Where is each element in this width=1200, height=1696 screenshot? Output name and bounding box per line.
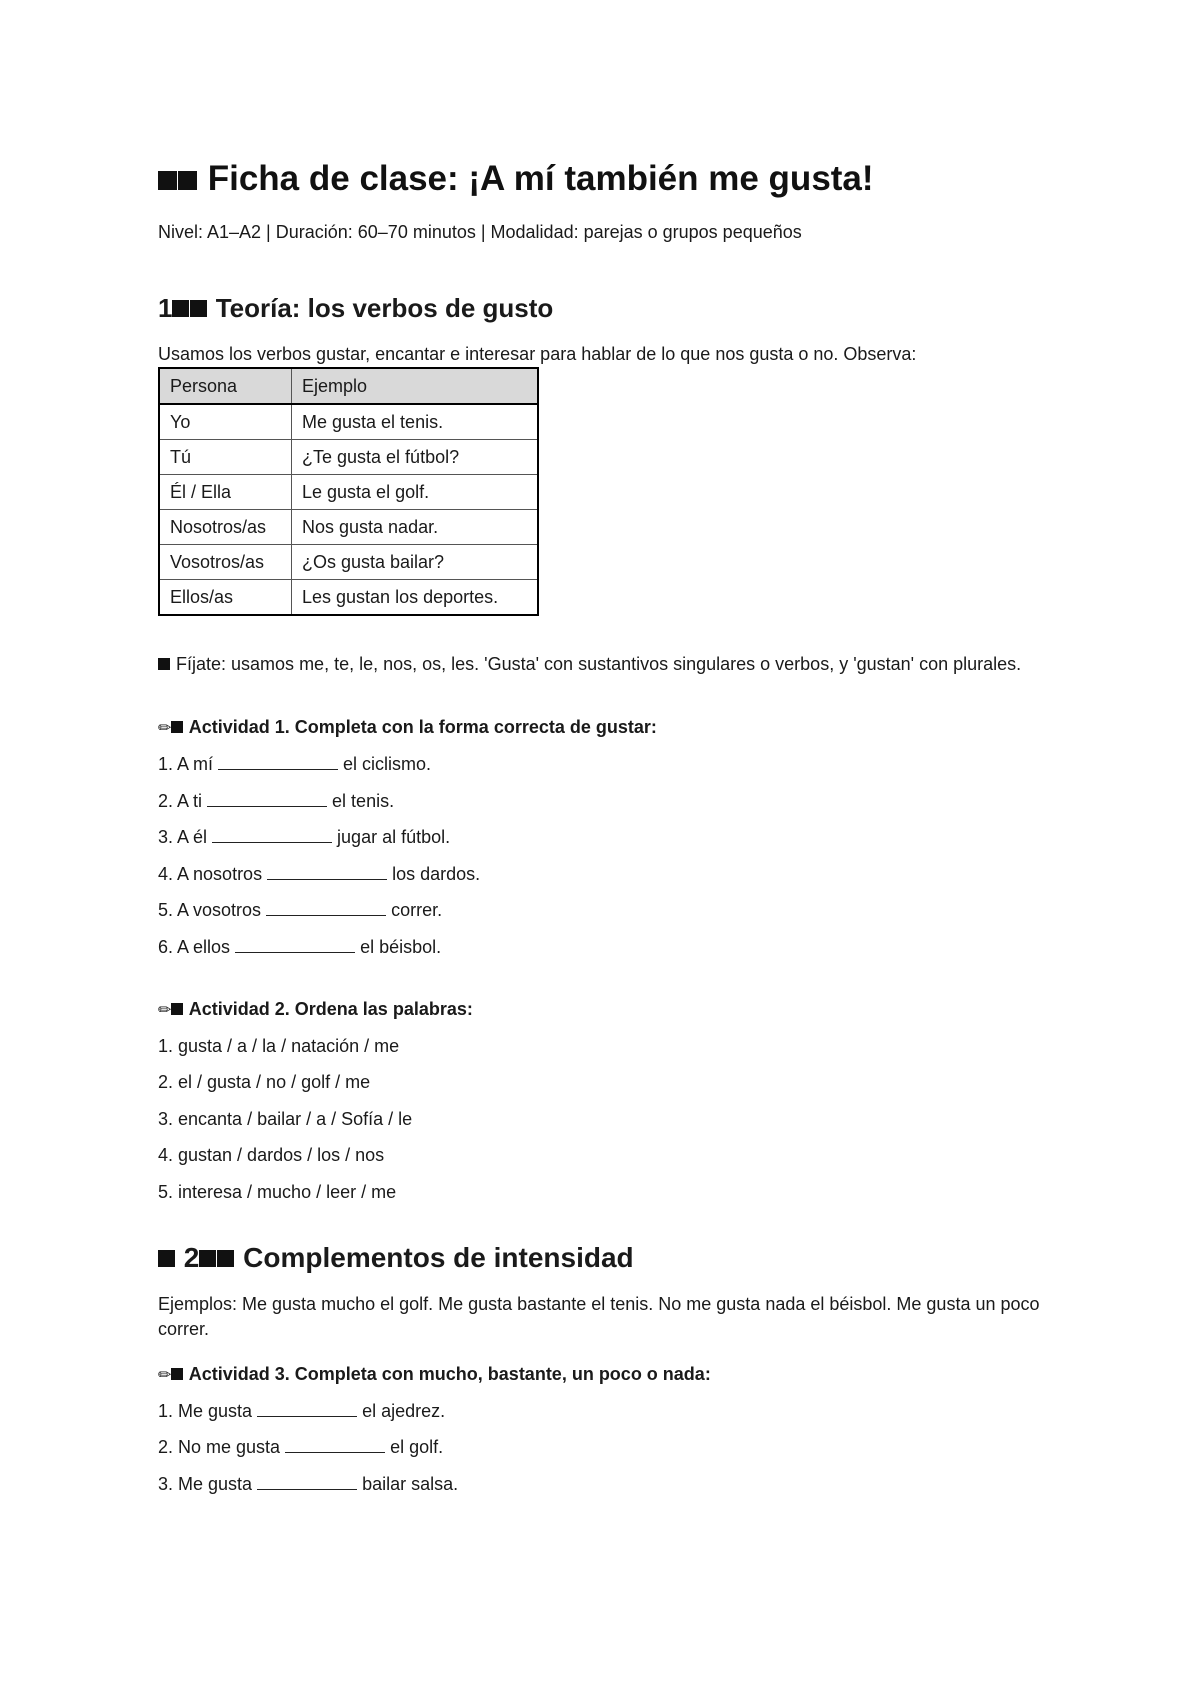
list-item	[158, 1435, 1070, 1459]
item-text: 3. Me gusta	[158, 1473, 258, 1494]
list-item	[158, 935, 1070, 959]
section-2-title	[158, 1242, 1070, 1274]
table-cell: ¿Te gusta el fútbol?	[292, 440, 539, 475]
table-row	[159, 404, 538, 440]
table-cell: Él / Ella	[159, 475, 292, 510]
item-text: el béisbol.	[355, 936, 442, 957]
item-text: los dardos.	[387, 863, 481, 884]
square-bullet-icon	[171, 721, 183, 733]
table-cell: Vosotros/as	[159, 545, 292, 580]
square-bullet-icon	[178, 171, 197, 190]
grammar-table	[158, 367, 539, 616]
item-text: el tenis.	[327, 790, 395, 811]
blank-line[interactable]	[235, 936, 355, 953]
grammar-note	[158, 652, 1070, 677]
column-header: Persona	[159, 368, 292, 404]
square-bullet-icon	[171, 1003, 183, 1015]
square-bullet-icon	[158, 171, 177, 190]
square-bullet-icon	[158, 658, 170, 670]
table-cell: Les gustan los deportes.	[292, 580, 539, 616]
item-text: 6. A ellos	[158, 936, 236, 957]
list-item	[158, 752, 1070, 776]
list-item	[158, 862, 1070, 886]
table-row	[159, 440, 538, 475]
list-item: 5. interesa / mucho / leer / me	[158, 1181, 397, 1202]
blank-line[interactable]	[218, 753, 338, 770]
table-cell: Tú	[159, 440, 292, 475]
item-text: 1. A mí	[158, 754, 219, 774]
list-item: 1. gusta / a / la / natación / me	[158, 1035, 400, 1056]
item-text: correr.	[386, 900, 443, 920]
blank-line[interactable]	[257, 1400, 357, 1417]
blank-line[interactable]	[285, 1436, 385, 1453]
section-number: 2	[183, 1241, 200, 1273]
activity-1-list	[158, 752, 1070, 959]
section-number: 1	[158, 293, 173, 323]
table-row	[159, 545, 538, 580]
square-bullet-icon	[158, 1250, 175, 1267]
table-row	[159, 510, 538, 545]
item-text: 1. Me gusta	[158, 1400, 258, 1421]
table-cell: Me gusta el tenis.	[292, 404, 539, 440]
section-1-intro: Usamos los verbos gustar, encantar e interesar para hablar de lo que nos gusta o no. Observa:	[158, 344, 917, 364]
table-cell: ¿Os gusta bailar?	[292, 545, 539, 580]
item-text: el ajedrez.	[357, 1400, 446, 1421]
pencil-icon: ✏	[158, 718, 172, 737]
item-text: bailar salsa.	[357, 1473, 459, 1494]
activity-1-title	[158, 715, 1070, 740]
blank-line[interactable]	[212, 826, 332, 843]
item-text: el golf.	[385, 1437, 444, 1457]
table-cell: Le gusta el golf.	[292, 475, 539, 510]
item-text: el ciclismo.	[338, 754, 432, 774]
item-text: 2. No me gusta	[158, 1437, 286, 1457]
page-title-text: Ficha de clase: ¡A mí también me gusta!	[207, 159, 874, 198]
activity-2-title	[158, 997, 1070, 1022]
item-text: 4. A nosotros	[158, 863, 268, 884]
item-text: 5. A vosotros	[158, 900, 267, 920]
page-title	[158, 158, 1070, 200]
square-bullet-icon	[172, 300, 189, 317]
section-title-text: Teoría: los verbos de gusto	[215, 293, 554, 323]
square-bullet-icon	[190, 300, 207, 317]
lesson-meta: Nivel: A1–A2 | Duración: 60–70 minutos | Modalidad: parejas o grupos pequeños	[158, 222, 802, 242]
table-header-row	[159, 368, 538, 404]
table-cell: Nos gusta nadar.	[292, 510, 539, 545]
list-item	[158, 1399, 1070, 1423]
activity-1-title-text: Actividad 1. Completa con la forma correcta de gustar:	[188, 717, 657, 737]
activity-2-title-text: Actividad 2. Ordena las palabras:	[188, 998, 473, 1019]
activity-3-title	[158, 1362, 1070, 1387]
square-bullet-icon	[199, 1250, 216, 1267]
activity-3-list	[158, 1399, 1070, 1496]
grammar-note-text: Fíjate: usamos me, te, le, nos, os, les. 'Gusta' con sustantivos singulares o verbos, y 'gustan' con plurales.	[176, 654, 1022, 674]
section-title-text: Complementos de intensidad	[243, 1241, 634, 1273]
table-cell: Nosotros/as	[159, 510, 292, 545]
blank-line[interactable]	[257, 1473, 357, 1490]
list-item: 2. el / gusta / no / golf / me	[158, 1072, 371, 1092]
section-2-examples: Ejemplos: Me gusta mucho el golf. Me gusta bastante el tenis. No me gusta nada el béisbol. Me gusta un poco correr.	[158, 1293, 1040, 1339]
item-text: jugar al fútbol.	[332, 827, 451, 847]
blank-line[interactable]	[207, 790, 327, 807]
item-text: 2. A ti	[158, 790, 208, 811]
square-bullet-icon	[171, 1368, 183, 1380]
pencil-icon: ✏	[158, 999, 172, 1019]
list-item	[158, 898, 1070, 922]
table-cell: Ellos/as	[159, 580, 292, 616]
list-item	[158, 1472, 1070, 1496]
list-item	[158, 825, 1070, 849]
activity-3-title-text: Actividad 3. Completa con mucho, bastante, un poco o nada:	[188, 1363, 711, 1384]
table-cell: Yo	[159, 404, 292, 440]
table-row	[159, 580, 538, 616]
list-item	[158, 789, 1070, 813]
blank-line[interactable]	[266, 899, 386, 916]
list-item: 3. encanta / bailar / a / Sofía / le	[158, 1108, 413, 1129]
activity-2-list	[158, 1034, 1070, 1204]
column-header: Ejemplo	[292, 368, 539, 404]
blank-line[interactable]	[267, 863, 387, 880]
table-row	[159, 475, 538, 510]
pencil-icon: ✏	[158, 1364, 172, 1384]
section-1-title	[158, 292, 1070, 324]
square-bullet-icon	[217, 1250, 234, 1267]
list-item: 4. gustan / dardos / los / nos	[158, 1145, 385, 1165]
item-text: 3. A él	[158, 827, 213, 847]
